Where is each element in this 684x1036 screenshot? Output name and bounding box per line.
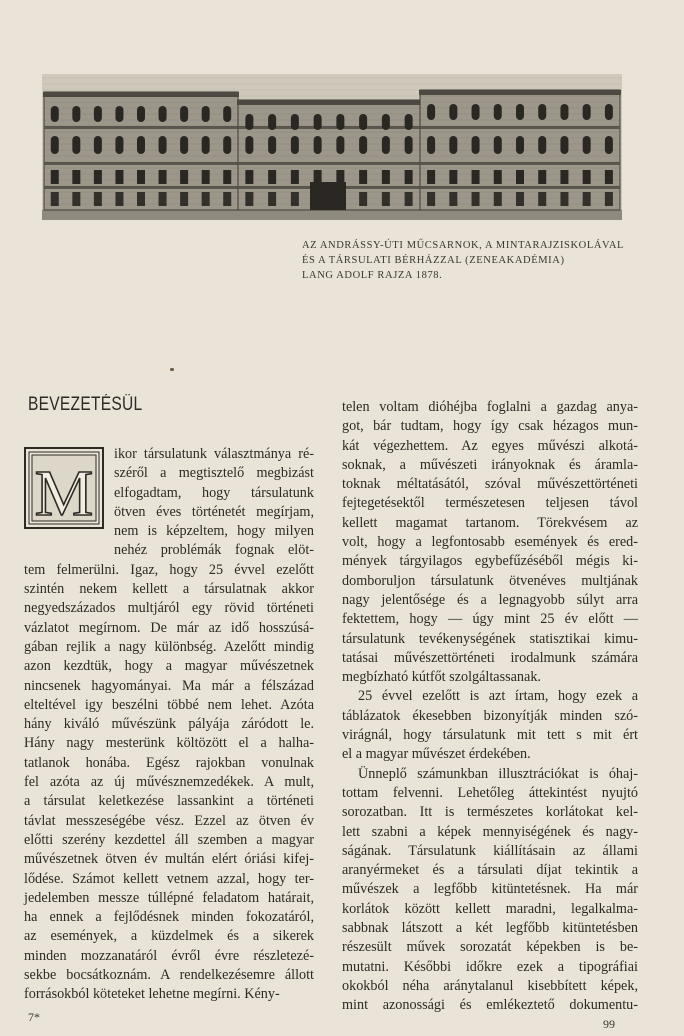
text-line: fel azóta az új művésznemzedékek. A mult, [24,774,314,791]
text-line: virágnál, hogy társulatunk mit tett s mit ért [342,727,638,744]
left-text-column [24,445,314,1005]
text-line: tatásai művészettörténeti irodalmunk számára [342,649,638,666]
illustration-caption [302,238,662,283]
text-line: táblázatok ékesebben bizonyítják minden szó- [342,707,638,724]
text-line: telen voltam dióhéjba foglalni a gazdag anya- [342,399,638,415]
text-line: sekbe bocsátkoznám. A rendelkezésemre állott [24,967,314,984]
text-line: gában rejlik a nagy különbség. Azelőtt mindig [24,638,314,655]
caption-line: LANG ADOLF RAJZA 1878. [302,270,443,281]
signature-mark: 7* [28,1010,40,1024]
caption-line: ÉS A TÁRSULATI BÉRHÁZZAL (ZENEAKADÉMIA) [302,255,565,266]
text-line: jedelemben messze túllépné feladatom határait, [24,889,314,906]
text-line: ha ennek a fejlődésnek minden fokozatáról, [24,909,314,926]
text-line: vázlatot megírnom. De már az idő hosszúsá- [24,619,314,636]
text-line: aranyérmeket és a társulati díjat tekintik a [342,862,638,879]
text-line: előtti szerény kezdettel áll szemben a magyar [24,831,314,848]
text-line: mutatni. Későbbi időkre ezek a tipográfiai [342,958,638,975]
text-line: nagy jelentősége és a legnagyobb súlyt arra [342,591,638,608]
text-line: mint azonossági és emlékeztető dokumentu- [342,997,638,1014]
text-line: nincsenek hagyományai. Ma már a félszázad [24,677,314,694]
text-line: ötven éves történetét megírjam, [114,503,314,520]
text-line: részesült művek sorozatát képekben is be- [342,939,638,956]
text-line: elteltével igy beszélni többé nem lehet. Azóta [24,696,314,713]
text-line: művészetnek ötven év multán elért óriási kifej- [24,851,314,868]
text-line: volt, hogy a legfontosabb események és ered- [342,534,638,551]
text-line: el a magyar művészet érdekében. [342,746,531,763]
text-line: hány kiváló művészünk pályája záródott le. [24,716,314,733]
building-engraving-icon [42,74,622,220]
right-text-column [342,398,638,1016]
text-line: korlátok között kellett maradni, legalkalma- [342,900,638,917]
text-line: tottam felvenni. Lehetőleg áttekintést nyujtó [342,784,638,801]
text-line: tem felmerülni. Igaz, hogy 25 évvel ezelőtt [24,561,314,578]
text-line: sorozatban. Itt is természetes korlátokat kel- [342,804,638,821]
section-heading: BEVEZETÉSÜL [28,394,143,415]
text-line: negyedszázados multjáról egy rövid történeti [24,600,314,617]
text-line: forrásokból köteteket lehetne megírni. Kény- [24,986,280,1003]
text-line: Hány nagy mesterünk költözött el a halha- [24,735,314,752]
text-line: távlat messzeségébe vész. Ezzel az ötven év [24,812,314,829]
page-number: 99 [603,1017,615,1031]
text-line: kellett magamat tartanom. Törekvésem az [342,514,638,531]
text-line: ságának. Társulatunk kiállításain az állami [342,842,638,859]
text-line: a társulat keletkezése lassankint a történeti [24,793,314,810]
initial-letter: M [34,457,94,529]
text-line: azon kezdtük, hogy a magyar művészetnek [24,658,314,675]
text-line: soknak, a művészeti irányoknak és áramla- [342,456,638,473]
text-line: művészek a legfőbb kitüntetésnek. Ha már [342,881,638,898]
text-line: megbízható kútfőt szolgáltassanak. [342,669,541,686]
text-line: nem is képzeltem, hogy milyen [114,523,314,540]
text-line: az események, a küzdelmek és a sikerek [24,928,314,945]
caption-line: AZ ANDRÁSSY-ÚTI MŰCSARNOK, A MINTARAJZISKOLÁVAL [302,240,625,251]
text-line: elfogadtam, hogy társulatunk [114,484,314,501]
text-line: tatlanok honába. Egész rajokban vonulnak [24,754,314,771]
text-line: lődése. Számot kellett vetnem azzal, hogy ter- [24,870,314,887]
text-line: ikor társulatunk választmánya ré- [114,446,314,462]
text-line: domboruljon társulatunk ötvenéves multjának [342,572,638,589]
text-line: mények tárgyilagos egybefűzéséből mégis ki- [342,553,638,570]
text-line: sabbnak látszott a két legfőbb kitüntetésben [342,920,638,937]
text-line: Ünneplő számunkban illusztrációkat is óhaj- [358,765,638,782]
text-line: minden mozzanatáról évről évre részletezé- [24,947,314,964]
text-line: okokból néha aránytalanul kisebbített képek, [342,977,638,994]
text-line: társulatunk tevékenységének statisztikai kimu- [342,630,638,647]
text-line: got, bár tudtam, hogy így csak hézagos mun- [342,418,638,435]
text-line: fektettem, hogy — úgy mint 25 év előtt — [342,611,638,628]
text-line: kát végezhettem. Az egyes művészi alkotá- [342,437,638,454]
text-line: széről a megtisztelő megbizást [114,465,314,482]
text-line: 25 évvel ezelőtt is azt írtam, hogy ezek a [358,688,638,705]
text-line: toknak méltatásától, szóval művészettörténeti [342,476,638,493]
ink-speck [170,368,174,371]
text-line: szintén nekem kellett a társulatnak akkor [24,581,314,598]
text-line: fejtegetésektől természetesen teljesen távol [342,495,638,512]
text-line: nehéz problémák fognak elöt- [114,542,314,559]
text-line: lett szabni a képek mennyiségének és nagy- [342,823,638,840]
